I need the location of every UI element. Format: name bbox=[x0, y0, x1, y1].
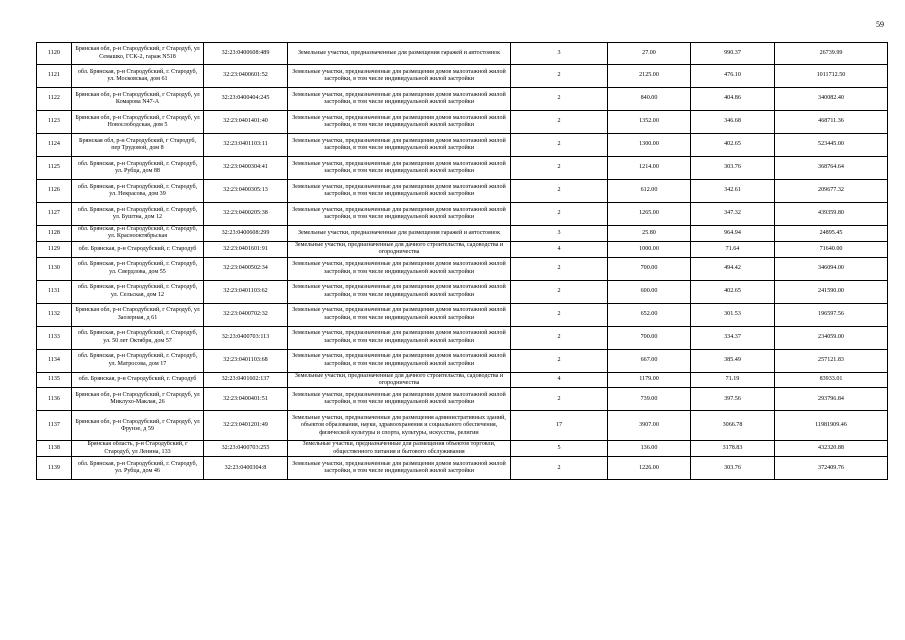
specific-value: 397.56 bbox=[691, 388, 775, 411]
address-cell: обл. Брянская, р-н Стародубский, г. Стародуб, ул. Московская, дом 61 bbox=[72, 65, 204, 88]
land-use-description: Земельные участки, предназначенные для размещения административных зданий, объектов образования, науки, здравоохранения и социального обеспечения, физической культуры и спорта, культуры, искусства, религии bbox=[288, 411, 511, 441]
specific-value: 334.37 bbox=[691, 326, 775, 349]
row-number: 1136 bbox=[37, 388, 72, 411]
address-cell: Брянская область, р-н Стародубский, г Стародуб, ул Ленина, 133 bbox=[72, 441, 204, 457]
table-row bbox=[37, 241, 888, 257]
cadastral-number: 32:23:0401201:49 bbox=[204, 411, 288, 441]
group-number: 17 bbox=[511, 411, 608, 441]
address-cell: обл. Брянская, р-н Стародубский, г. Стародуб, ул. Краснооктябрьская bbox=[72, 226, 204, 242]
cadastral-value: 26739.99 bbox=[775, 43, 888, 65]
group-number: 2 bbox=[511, 65, 608, 88]
land-use-description: Земельные участки, предназначенные для размещения домов малоэтажной жилой застройки, в том числе индивидуальной жилой застройки bbox=[288, 457, 511, 480]
address-cell: Брянская обл, р-н Стародубский, г Стародуб, ул Фрунзе, д 59 bbox=[72, 411, 204, 441]
row-number: 1138 bbox=[37, 441, 72, 457]
area-cell: 1226.00 bbox=[608, 457, 691, 480]
specific-value: 385.49 bbox=[691, 349, 775, 372]
group-number: 2 bbox=[511, 157, 608, 180]
land-use-description: Земельные участки, предназначенные для размещения домов малоэтажной жилой застройки, в том числе индивидуальной жилой застройки bbox=[288, 388, 511, 411]
row-number: 1134 bbox=[37, 349, 72, 372]
address-cell: Брянская обл, р-н Стародубский, г Стародуб, ул Заозерная, д 61 bbox=[72, 303, 204, 326]
row-number: 1135 bbox=[37, 372, 72, 388]
land-use-description: Земельные участки, предназначенные для размещения домов малоэтажной жилой застройки, в том числе индивидуальной жилой застройки bbox=[288, 134, 511, 157]
address-cell: обл. Брянская, р-н Стародубский, г. Стародуб, ул. Матросова, дом 17 bbox=[72, 349, 204, 372]
cadastral-value: 241590.00 bbox=[775, 280, 888, 303]
row-number: 1125 bbox=[37, 157, 72, 180]
specific-value: 71.19 bbox=[691, 372, 775, 388]
cadastral-number: 32:23:0400702:32 bbox=[204, 303, 288, 326]
address-cell: обл. Брянская, р-н Стародубский, г. Стародуб, ул. Свердлова, дом 55 bbox=[72, 257, 204, 280]
cadastral-value: 468711.36 bbox=[775, 111, 888, 134]
land-use-description: Земельные участки, предназначенные для размещения гаражей и автостоянок bbox=[288, 226, 511, 242]
cadastral-value: 83933.01 bbox=[775, 372, 888, 388]
land-use-description: Земельные участки, предназначенные для размещения домов малоэтажной жилой застройки, в том числе индивидуальной жилой застройки bbox=[288, 88, 511, 111]
row-number: 1139 bbox=[37, 457, 72, 480]
group-number: 4 bbox=[511, 372, 608, 388]
cadastral-value: 439359.80 bbox=[775, 203, 888, 226]
address-cell: Брянская обл, р-н Стародубский, г Стародуб, пер Трудовой, дом 8 bbox=[72, 134, 204, 157]
land-use-description: Земельные участки, предназначенные для размещения домов малоэтажной жилой застройки, в том числе индивидуальной жилой застройки bbox=[288, 111, 511, 134]
table-row bbox=[37, 65, 888, 88]
area-cell: 667.00 bbox=[608, 349, 691, 372]
group-number: 3 bbox=[511, 43, 608, 65]
specific-value: 964.94 bbox=[691, 226, 775, 242]
group-number: 2 bbox=[511, 303, 608, 326]
group-number: 2 bbox=[511, 326, 608, 349]
cadastral-value: 71640.00 bbox=[775, 241, 888, 257]
area-cell: 840.00 bbox=[608, 88, 691, 111]
row-number: 1133 bbox=[37, 326, 72, 349]
land-use-description: Земельные участки, предназначенные для размещения домов малоэтажной жилой застройки, в том числе индивидуальной жилой застройки bbox=[288, 180, 511, 203]
cadastral-value: 196597.56 bbox=[775, 303, 888, 326]
specific-value: 303.76 bbox=[691, 157, 775, 180]
area-cell: 1352.00 bbox=[608, 111, 691, 134]
cadastral-number: 32:23:0400608:299 bbox=[204, 226, 288, 242]
specific-value: 301.53 bbox=[691, 303, 775, 326]
address-cell: обл. Брянская, р-н Стародубский, г. Стародуб bbox=[72, 372, 204, 388]
area-cell: 25.80 bbox=[608, 226, 691, 242]
row-number: 1128 bbox=[37, 226, 72, 242]
specific-value: 3178.83 bbox=[691, 441, 775, 457]
row-number: 1126 bbox=[37, 180, 72, 203]
cadastral-number: 32:23:0400304:41 bbox=[204, 157, 288, 180]
address-cell: обл. Брянская, р-н Стародубский, г. Стародуб, ул. 50 лет Октября, дом 57 bbox=[72, 326, 204, 349]
cadastral-number: 32:23:0400703:113 bbox=[204, 326, 288, 349]
specific-value: 476.10 bbox=[691, 65, 775, 88]
specific-value: 404.86 bbox=[691, 88, 775, 111]
land-use-description: Земельные участки, предназначенные для размещения домов малоэтажной жилой застройки, в том числе индивидуальной жилой застройки bbox=[288, 203, 511, 226]
cadastral-value: 293796.84 bbox=[775, 388, 888, 411]
table-row bbox=[37, 388, 888, 411]
specific-value: 3066.78 bbox=[691, 411, 775, 441]
area-cell: 600.00 bbox=[608, 280, 691, 303]
group-number: 2 bbox=[511, 111, 608, 134]
group-number: 2 bbox=[511, 88, 608, 111]
row-number: 1137 bbox=[37, 411, 72, 441]
cadastral-number: 32:23:0401601:91 bbox=[204, 241, 288, 257]
table-row bbox=[37, 411, 888, 441]
area-cell: 1214.00 bbox=[608, 157, 691, 180]
cadastral-number: 32:23:0400401:51 bbox=[204, 388, 288, 411]
cadastral-number: 32:23:0401401:40 bbox=[204, 111, 288, 134]
row-number: 1120 bbox=[37, 43, 72, 65]
area-cell: 739.00 bbox=[608, 388, 691, 411]
group-number: 2 bbox=[511, 134, 608, 157]
specific-value: 402.65 bbox=[691, 134, 775, 157]
table-row bbox=[37, 372, 888, 388]
group-number: 2 bbox=[511, 203, 608, 226]
cadastral-number: 32:23:0400601:52 bbox=[204, 65, 288, 88]
cadastral-value: 372409.76 bbox=[775, 457, 888, 480]
cadastral-value: 340082.40 bbox=[775, 88, 888, 111]
table-row bbox=[37, 43, 888, 65]
cadastral-value: 257121.83 bbox=[775, 349, 888, 372]
address-cell: Брянская обл, р-н Стародубский, г Стародуб, ул Комарова N47-А bbox=[72, 88, 204, 111]
table-row bbox=[37, 280, 888, 303]
cadastral-value: 523445.00 bbox=[775, 134, 888, 157]
group-number: 4 bbox=[511, 241, 608, 257]
row-number: 1127 bbox=[37, 203, 72, 226]
specific-value: 347.32 bbox=[691, 203, 775, 226]
area-cell: 2125.00 bbox=[608, 65, 691, 88]
cadastral-value: 432320.88 bbox=[775, 441, 888, 457]
table-row bbox=[37, 134, 888, 157]
cadastral-number: 32:23:0401103:11 bbox=[204, 134, 288, 157]
cadastral-number: 32:23:0400305:13 bbox=[204, 180, 288, 203]
specific-value: 303.76 bbox=[691, 457, 775, 480]
group-number: 2 bbox=[511, 457, 608, 480]
group-number: 2 bbox=[511, 349, 608, 372]
specific-value: 402.65 bbox=[691, 280, 775, 303]
address-cell: Брянская обл, р-н Стародубский, г Стародуб, ул Миклухо-Маклая, 26 bbox=[72, 388, 204, 411]
table-row bbox=[37, 180, 888, 203]
table-row bbox=[37, 326, 888, 349]
address-cell: обл. Брянская, р-н Стародубский, г. Стародуб, ул. Сельская, дом 12 bbox=[72, 280, 204, 303]
area-cell: 27.00 bbox=[608, 43, 691, 65]
area-cell: 1265.00 bbox=[608, 203, 691, 226]
row-number: 1121 bbox=[37, 65, 72, 88]
specific-value: 346.68 bbox=[691, 111, 775, 134]
land-use-description: Земельные участки, предназначенные для размещения гаражей и автостоянок bbox=[288, 43, 511, 65]
group-number: 3 bbox=[511, 226, 608, 242]
area-cell: 652.00 bbox=[608, 303, 691, 326]
address-cell: обл. Брянская, р-н Стародубский, г. Стародуб, ул. Рубца, дом 88 bbox=[72, 157, 204, 180]
area-cell: 136.00 bbox=[608, 441, 691, 457]
land-use-description: Земельные участки, предназначенные для размещения домов малоэтажной жилой застройки, в том числе индивидуальной жилой застройки bbox=[288, 257, 511, 280]
table-row bbox=[37, 203, 888, 226]
cadastral-number: 32:23:0400502:34 bbox=[204, 257, 288, 280]
cadastral-value: 209677.32 bbox=[775, 180, 888, 203]
land-use-description: Земельные участки, предназначенные для дачного строительства, садоводства и огородничества bbox=[288, 372, 511, 388]
table-row bbox=[37, 349, 888, 372]
row-number: 1124 bbox=[37, 134, 72, 157]
area-cell: 1300.00 bbox=[608, 134, 691, 157]
cadastral-number: 32:23:0400404:245 bbox=[204, 88, 288, 111]
specific-value: 71.64 bbox=[691, 241, 775, 257]
cadastral-number: 32:23:0401103:68 bbox=[204, 349, 288, 372]
cadastral-number: 32:23:0400304:8 bbox=[204, 457, 288, 480]
row-number: 1129 bbox=[37, 241, 72, 257]
address-cell: Брянская обл, р-н Стародубский, г Стародуб, ул Новослободская, дом 5 bbox=[72, 111, 204, 134]
table-row bbox=[37, 226, 888, 242]
area-cell: 1000.00 bbox=[608, 241, 691, 257]
specific-value: 990.37 bbox=[691, 43, 775, 65]
land-use-description: Земельные участки, предназначенные для размещения домов малоэтажной жилой застройки, в том числе индивидуальной жилой застройки bbox=[288, 349, 511, 372]
area-cell: 700.00 bbox=[608, 326, 691, 349]
table-row bbox=[37, 441, 888, 457]
table-body bbox=[37, 43, 888, 480]
table-row bbox=[37, 303, 888, 326]
area-cell: 3907.00 bbox=[608, 411, 691, 441]
cadastral-number: 32:23:0401103:62 bbox=[204, 280, 288, 303]
land-use-description: Земельные участки, предназначенные для размещения домов малоэтажной жилой застройки, в том числе индивидуальной жилой застройки bbox=[288, 303, 511, 326]
group-number: 5 bbox=[511, 441, 608, 457]
cadastral-value: 234059.00 bbox=[775, 326, 888, 349]
land-use-description: Земельные участки, предназначенные для размещения домов малоэтажной жилой застройки, в том числе индивидуальной жилой застройки bbox=[288, 65, 511, 88]
address-cell: обл. Брянская, р-н Стародубский, г. Стародуб, ул. Буштна, дом 12 bbox=[72, 203, 204, 226]
cadastral-number: 32:23:0400205:38 bbox=[204, 203, 288, 226]
area-cell: 1179.00 bbox=[608, 372, 691, 388]
land-use-description: Земельные участки, предназначенные для размещения объектов торговли, общественного питания и бытового обслуживания bbox=[288, 441, 511, 457]
table-row bbox=[37, 457, 888, 480]
address-cell: обл. Брянская, р-н Стародубский, г. Стародуб bbox=[72, 241, 204, 257]
table-row bbox=[37, 257, 888, 280]
area-cell: 612.00 bbox=[608, 180, 691, 203]
table-row bbox=[37, 88, 888, 111]
land-use-description: Земельные участки, предназначенные для размещения домов малоэтажной жилой застройки, в том числе индивидуальной жилой застройки bbox=[288, 326, 511, 349]
address-cell: обл. Брянская, р-н Стародубский, г. Стародуб, ул. Некрасова, дом 39 bbox=[72, 180, 204, 203]
row-number: 1132 bbox=[37, 303, 72, 326]
group-number: 2 bbox=[511, 257, 608, 280]
group-number: 2 bbox=[511, 180, 608, 203]
address-cell: обл. Брянская, р-н Стародубский, г. Стародуб, ул. Рубца, дом 46 bbox=[72, 457, 204, 480]
table-row bbox=[37, 111, 888, 134]
land-use-description: Земельные участки, предназначенные для размещения домов малоэтажной жилой застройки, в том числе индивидуальной жилой застройки bbox=[288, 280, 511, 303]
page-number: 59 bbox=[876, 20, 884, 29]
row-number: 1131 bbox=[37, 280, 72, 303]
specific-value: 342.61 bbox=[691, 180, 775, 203]
row-number: 1130 bbox=[37, 257, 72, 280]
cadastral-value: 368764.64 bbox=[775, 157, 888, 180]
cadastral-number: 32:23:0400703:255 bbox=[204, 441, 288, 457]
cadastral-number: 32:23:0401602:137 bbox=[204, 372, 288, 388]
cadastral-value: 346094.00 bbox=[775, 257, 888, 280]
group-number: 2 bbox=[511, 280, 608, 303]
area-cell: 700.00 bbox=[608, 257, 691, 280]
row-number: 1122 bbox=[37, 88, 72, 111]
land-use-description: Земельные участки, предназначенные для дачного строительства, садоводства и огородничества bbox=[288, 241, 511, 257]
row-number: 1123 bbox=[37, 111, 72, 134]
table-row bbox=[37, 157, 888, 180]
specific-value: 494.42 bbox=[691, 257, 775, 280]
cadastral-value: 1011712.50 bbox=[775, 65, 888, 88]
group-number: 2 bbox=[511, 388, 608, 411]
cadastral-value-table bbox=[36, 42, 888, 480]
cadastral-value: 24895.45 bbox=[775, 226, 888, 242]
cadastral-number: 32:23:0400608:489 bbox=[204, 43, 288, 65]
address-cell: Брянская обл, р-н Стародубский, г Стародуб, ул Семашко, ГСК-2, гараж N518 bbox=[72, 43, 204, 65]
cadastral-value: 11981909.46 bbox=[775, 411, 888, 441]
land-use-description: Земельные участки, предназначенные для размещения домов малоэтажной жилой застройки, в том числе индивидуальной жилой застройки bbox=[288, 157, 511, 180]
